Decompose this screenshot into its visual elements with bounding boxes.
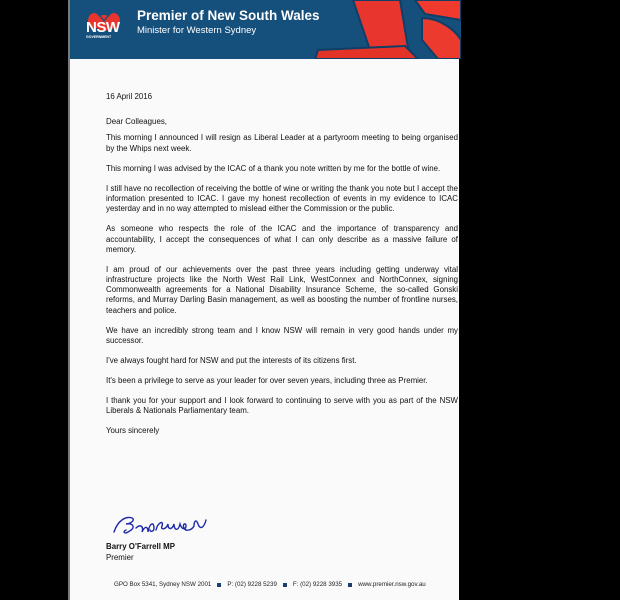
- paragraph: I am proud of our achievements over the past three years including getting underway vital infrastructure projects like the North West Rail Link, WestConnex and NorthConnex, signing Commonwealth agreements for a National Disability Insurance Scheme, the so-called Gonski reforms, and Murray Darling Basin management, as well as boosting the number of frontline nurses, teachers and police.: [106, 264, 458, 315]
- paragraph: I thank you for your support and I look forward to continuing to serve with you as part of the NSW Liberals & Nationals Parliamentary team.: [106, 396, 458, 416]
- salutation: Dear Colleagues,: [106, 117, 167, 127]
- footer-website: www.premier.nsw.gov.au: [358, 581, 426, 588]
- square-bullet-icon: [283, 583, 287, 587]
- closing: Yours sincerely: [106, 426, 160, 436]
- handwritten-signature: [112, 510, 212, 538]
- paragraph: This morning I announced I will resign as Liberal Leader at a partyroom meeting to being organised by the Whips next week.: [106, 133, 458, 153]
- square-bullet-icon: [348, 583, 352, 587]
- letterhead-subtitle: Minister for Western Sydney: [137, 25, 257, 36]
- letter-footer: [114, 581, 426, 588]
- letterhead-title: Premier of New South Wales: [137, 8, 320, 23]
- paragraph: I still have no recollection of receiving the bottle of wine or writing the thank you note but I accept the information presented to ICAC. I gave my honest recollection of events in my evidence to ICAC yesterday and in no way attempted to mislead either the Commission or the public.: [106, 183, 458, 214]
- paragraph: This morning I was advised by the ICAC of a thank you note written by me for the bottle of wine.: [106, 163, 441, 173]
- signatory-role: Premier: [106, 553, 134, 562]
- paragraph: As someone who respects the role of the ICAC and the importance of transparency and accountability, I accept the consequences of what I can only describe as a massive failure of memory.: [106, 224, 458, 254]
- paragraph: I've always fought hard for NSW and put the interests of its citizens first.: [106, 356, 357, 365]
- paragraph: We have an incredibly strong team and I know NSW will remain in very good hands under my successor.: [106, 325, 458, 345]
- letter-date: 16 April 2016: [106, 92, 153, 101]
- letterhead-banner: [70, 0, 461, 59]
- logo-government-text: GOVERNMENT: [86, 35, 112, 39]
- footer-fax: F: (02) 9228 3935: [292, 581, 343, 588]
- paragraph: It's been a privilege to serve as your leader for over seven years, including three as Premier.: [106, 376, 428, 386]
- letter-body: [106, 92, 458, 447]
- footer-address: GPO Box 5341, Sydney NSW 2001: [114, 581, 212, 588]
- letter-page: [68, 0, 459, 600]
- square-bullet-icon: [217, 583, 221, 587]
- signatory-name: Barry O'Farrell MP: [106, 542, 175, 551]
- logo-nsw-text: NSW: [86, 19, 120, 36]
- footer-phone: P: (02) 9228 5239: [227, 581, 277, 588]
